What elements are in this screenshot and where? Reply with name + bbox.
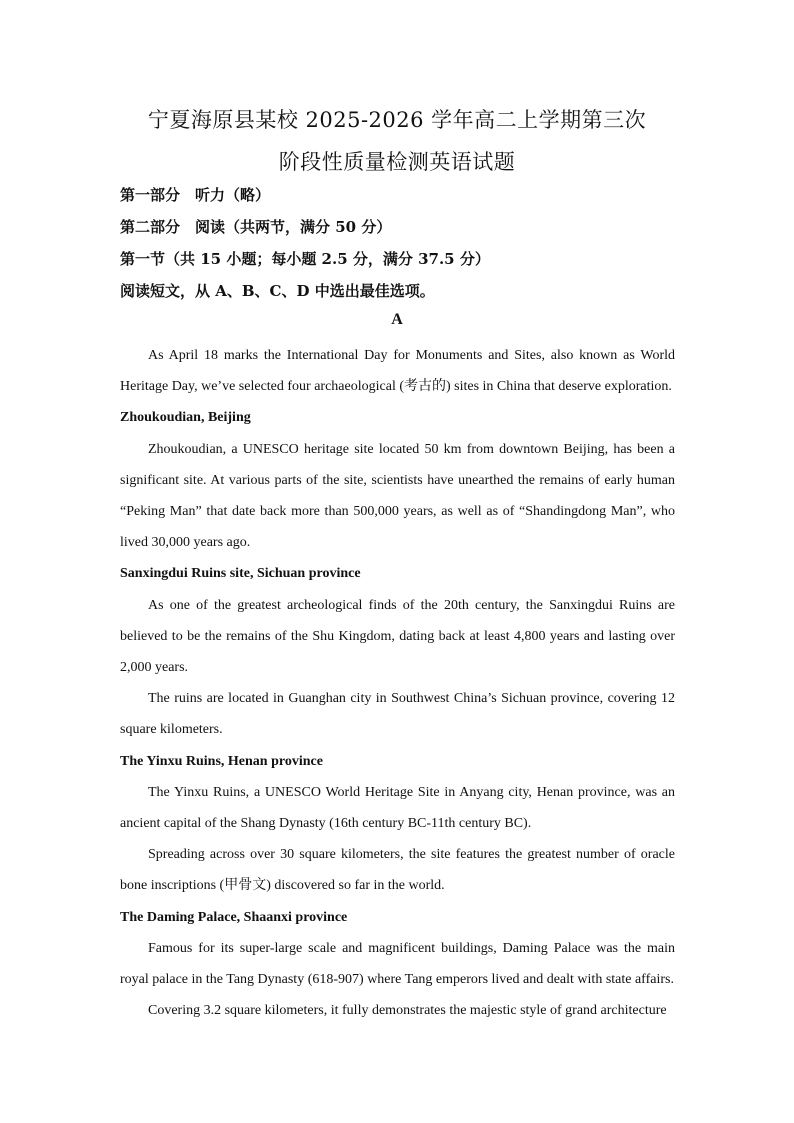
site-heading-yinxu: The Yinxu Ruins, Henan province	[120, 753, 323, 769]
exam-title-line2: 阶段性质量检测英语试题	[278, 150, 516, 174]
site-paragraph: Covering 3.2 square kilometers, it fully demonstrates the majestic style of grand architecture	[148, 1003, 667, 1019]
site-heading-sanxingdui: Sanxingdui Ruins site, Sichuan province	[120, 566, 361, 582]
site-paragraph: The Yinxu Ruins, a UNESCO World Heritage Site in Anyang city, Henan province, was an ancient capital of the Shang Dynasty (16th century BC-11th century BC).	[120, 784, 675, 832]
passage-letter: A	[391, 311, 403, 328]
site-paragraph: The ruins are located in Guanghan city in Southwest China’s Sichuan province, covering 12 square kilometers.	[120, 691, 675, 738]
exam-title-line1: 宁夏海原县某校 2025-2026 学年高二上学期第三次	[147, 108, 647, 132]
site-paragraph: As one of the greatest archeological finds of the 20th century, the Sanxingdui Ruins are believed to be the remains of the Shu Kingdom, dating back at least 4,800 years and lasting over 2,000 years.	[120, 597, 675, 676]
passage-intro: As April 18 marks the International Day for Monuments and Sites, also known as World Heritage Day, we’ve selected four archaeological (考古的) sites in China that deserve exploration.	[120, 348, 675, 395]
site-heading-daming-palace: The Daming Palace, Shaanxi province	[120, 909, 348, 925]
part1-heading: 第一部分 听力（略）	[120, 186, 271, 204]
site-paragraph: Famous for its super-large scale and magnificent buildings, Daming Palace was the main royal palace in the Tang Dynasty (618-907) where Tang emperors lived and dealt with state affairs.	[120, 940, 675, 988]
section1-heading: 第一节（共 15 小题；每小题 2.5 分，满分 37.5 分）	[120, 250, 490, 268]
site-paragraph: Spreading across over 30 square kilometers, the site features the greatest number of oracle bone inscriptions (甲骨文) discovered so far in the world.	[120, 847, 675, 894]
part2-heading: 第二部分 阅读（共两节，满分 50 分）	[120, 218, 392, 236]
site-paragraph: Zhoukoudian, a UNESCO heritage site located 50 km from downtown Beijing, has been a significant site. At various parts of the site, scientists have unearthed the remains of early human “Peking Man” that date back more than 500,000 years, as well as of “Shandingdong Man”, who lived 30,000 years ago.	[120, 441, 675, 551]
reading-instruction: 阅读短文，从 A、B、C、D 中选出最佳选项。	[120, 282, 435, 300]
passage-body	[120, 340, 675, 1026]
site-heading-zhoukoudian: Zhoukoudian, Beijing	[120, 410, 251, 426]
